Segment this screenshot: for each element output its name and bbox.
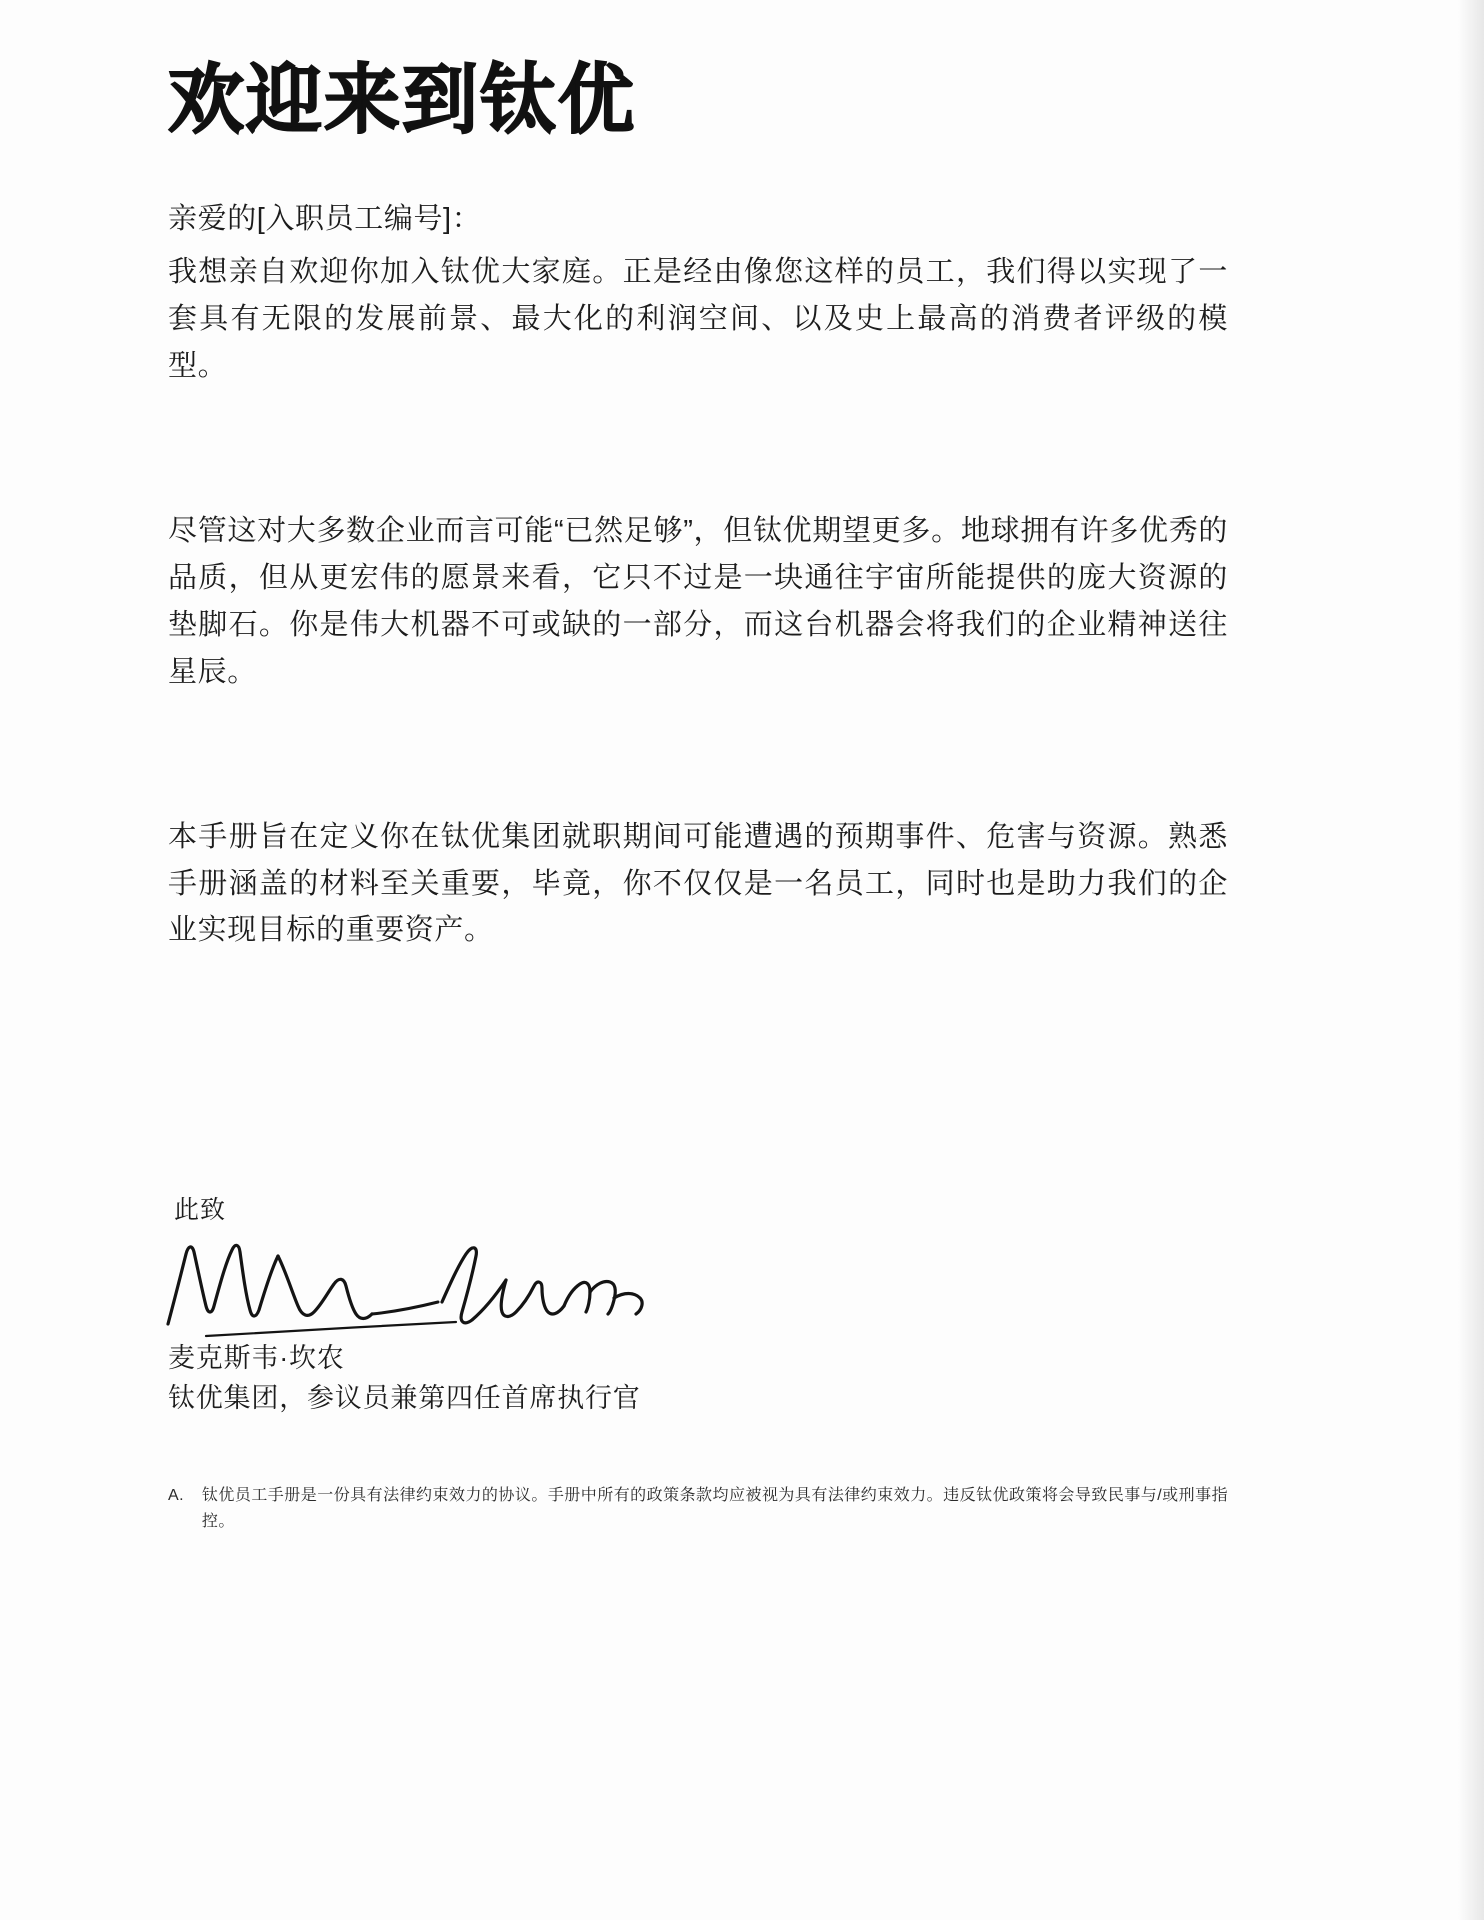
sign-off-text: 此致 — [174, 1196, 227, 1225]
page-title: 欢迎来到钛优 — [168, 55, 636, 144]
paragraph-vision: 尽管这对大多数企业而言可能“已然足够”，但钛优期望更多。地球拥有许多优秀的品质，但从更宏伟的愿景来看，它只不过是一块通往宇宙所能提供的庞大资源的垫脚石。你是伟大机器不可或缺的一部分，而这台机器会将我们的企业精神送往星辰。 — [168, 514, 1228, 688]
spacer — [168, 1106, 1288, 1192]
signer-title: 钛优集团，参议员兼第四任首席执行官 — [168, 1383, 641, 1414]
spacer — [168, 762, 1288, 814]
footnote-marker: A. — [168, 1486, 184, 1504]
salutation-text: 亲爱的[入职员工编号]： — [168, 202, 482, 235]
footnote — [168, 1483, 1228, 1536]
document-content — [168, 55, 1288, 1536]
signer-name: 麦克斯韦·坎农 — [168, 1342, 345, 1373]
paragraph-handbook-purpose: 本手册旨在定义你在钛优集团就职期间可能遭遇的预期事件、危害与资源。熟悉手册涵盖的材料至关重要，毕竟，你不仅仅是一名员工，同时也是助力我们的企业实现目标的重要资产。 — [168, 820, 1228, 947]
paragraph-intro: 我想亲自欢迎你加入钛优大家庭。正是经由像您这样的员工，我们得以实现了一套具有无限的发展前景、最大化的利润空间、以及史上最高的消费者评级的模型。 — [168, 255, 1228, 382]
footnote-text: 钛优员工手册是一份具有法律约束效力的协议。手册中所有的政策条款均应被视为具有法律约束效力。违反钛优政策将会导致民事与/或刑事指控。 — [201, 1486, 1228, 1531]
spacer — [168, 1020, 1288, 1106]
spacer — [168, 456, 1288, 508]
signature-image — [146, 1228, 666, 1348]
